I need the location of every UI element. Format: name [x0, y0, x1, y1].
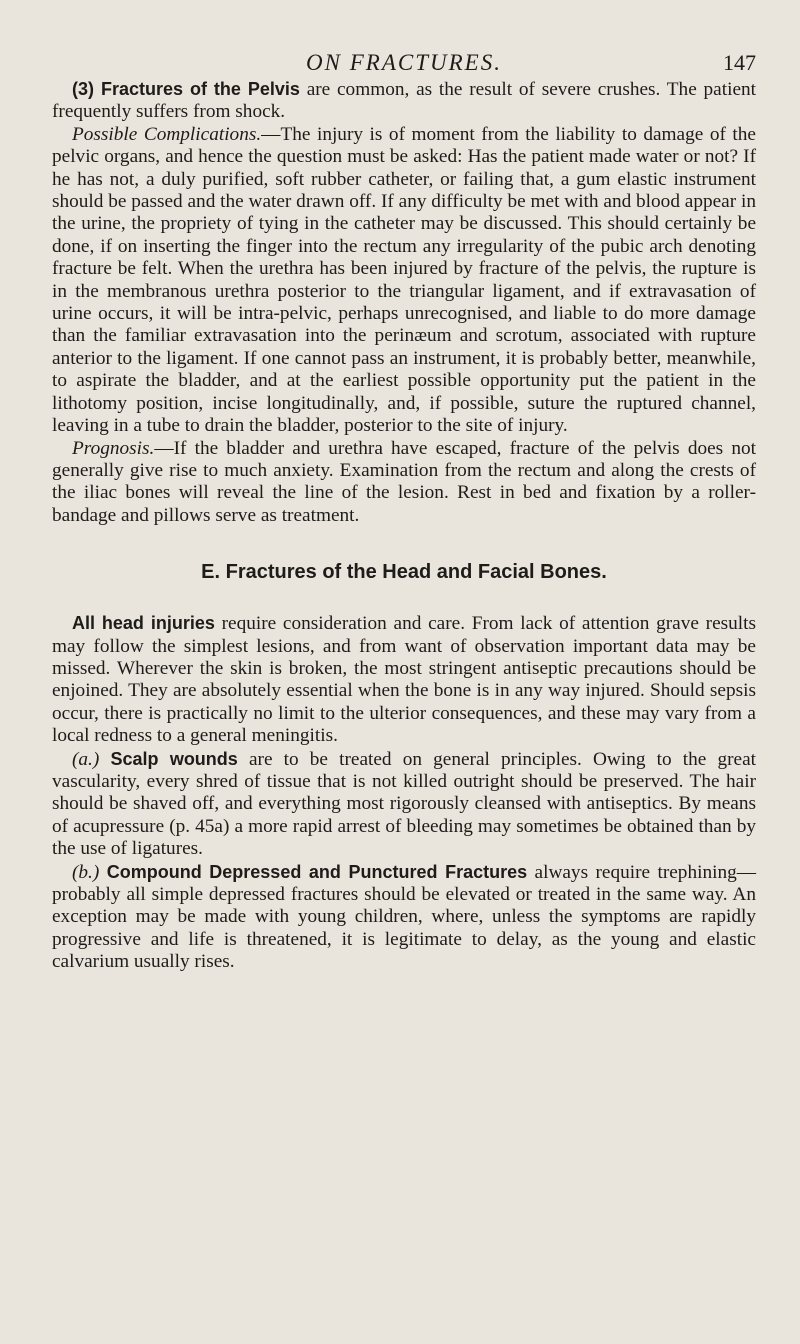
scalp-marker: (a.) — [72, 748, 100, 770]
scalp-text: are to be treated on general principles. Owing to the great vascularity, every shred of tissue that is not killed outright should be preserved. The hair should be shaved off, and everything most rigorously cleansed with antiseptics. By means of acupressure (p. 45a) a more rapid arrest of bleeding may sometimes be obtained than by the use of ligatures. — [52, 748, 757, 860]
pelvis-section — [52, 78, 756, 527]
section-heading: E. Fractures of the Head and Facial Bones. — [201, 561, 607, 584]
prognosis-label: Prognosis. — [72, 437, 155, 459]
compound-text: always require trephining—probably all simple depressed fractures should be elevated or treated in the same way. An exception may be made with young children, where, unless the symptoms are rapidly progressive and life is threatened, it is legitimate to delay, as the young and elastic calvarium usually rises. — [52, 861, 757, 973]
complications-text: —The injury is of moment from the liability to damage of the pelvic organs, and hence the question must be asked: Has the patient made water or not? If he has not, a duly purified, soft rubber catheter, or failing that, a gum elastic instrument should be passed and the water drawn off. If any difficulty be met with and blood appear in the urine, the propriety of tying in the catheter may be discussed. This should certainly be done, if on inserting the finger into the rectum any irregularity of the pubic arch denoting fracture be felt. When the urethra has been injured by fracture of the pelvis, the rupture is in the membranous urethra posterior to the triangular ligament, and if extravasation of urine occurs, it will be intra-pelvic, perhaps unrecognised, and liable to do more damage than the familiar extravasation into the perinæum and scrotum, associated with rupture anterior to the ligament. If one cannot pass an instrument, it is probably better, meanwhile, to aspirate the bladder, and at the earliest possible opportunity put the patient in the lithotomy position, incise longitudinally, and, if possible, suture the ruptured channel, leaving in a tube to drain the bladder, posterior to the site of injury. — [52, 123, 756, 437]
pelvis-intro-text: are common, as the result of severe crushes. The patient frequently suffers from shock. — [52, 79, 756, 123]
running-title: ON FRACTURES. — [306, 50, 502, 75]
prognosis-text: —If the bladder and urethra have escaped, fracture of the pelvis does not generally give rise to much anxiety. Examination from the rectum and along the crests of the iliac bones will reveal the line of the lesion. Rest in bed and fixation by a roller-bandage and pillows serve as treatment. — [52, 437, 756, 526]
head-fractures-section — [52, 561, 756, 974]
page-number: 147 — [723, 50, 756, 75]
pelvis-run-in-heading: (3) Fractures of the Pelvis — [72, 79, 300, 99]
head-intro-text: require consideration and care. From lack of attention grave results may follow the simplest lesions, and from want of observation important data may be missed. Wherever the skin is broken, the most stringent antiseptic precautions should be enjoined. They are absolutely essential when the bone is in any way injured. Should sepsis occur, there is practically no limit to the ulterior consequences, and these may vary from a local redness to a general meningitis. — [52, 613, 756, 747]
scalp-wounds-paragraph — [52, 748, 756, 861]
compound-run-in: Compound Depressed and Punctured Fractures — [106, 861, 528, 882]
head-intro-paragraph — [52, 612, 756, 747]
scalp-run-in: Scalp wounds — [110, 748, 238, 769]
compound-fractures-paragraph — [52, 861, 756, 974]
complications-label: Possible Complications. — [72, 123, 262, 145]
compound-marker: (b.) — [72, 861, 100, 883]
running-head — [52, 26, 756, 75]
pelvis-intro-paragraph — [52, 78, 756, 124]
prognosis-paragraph — [52, 438, 756, 528]
head-fractures-body — [52, 612, 756, 974]
head-intro-run-in: All head injuries — [72, 613, 215, 634]
complications-paragraph — [52, 124, 756, 438]
